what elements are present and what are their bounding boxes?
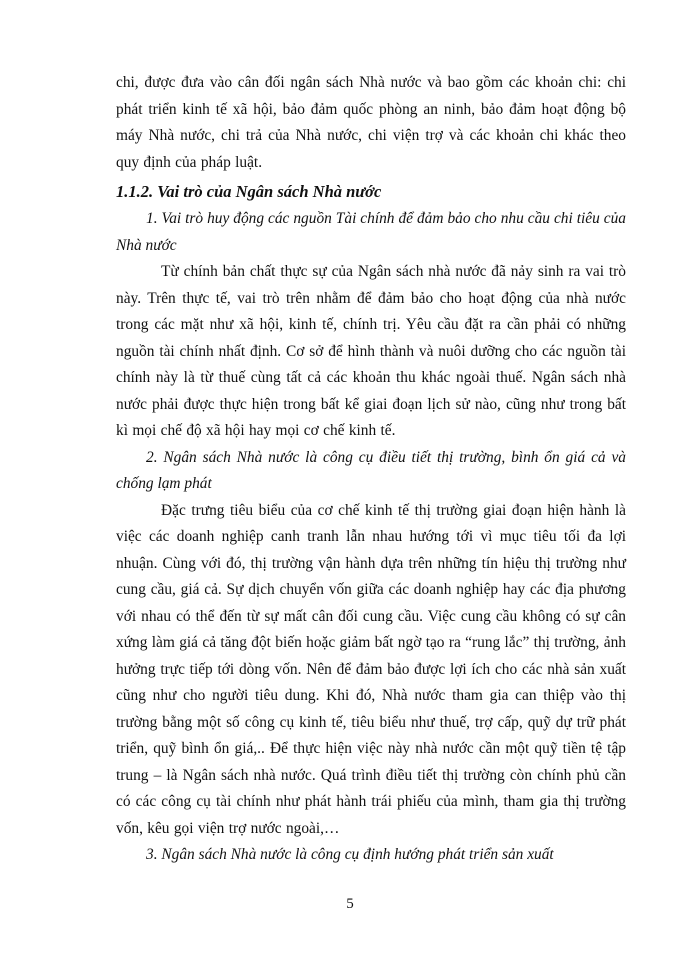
subheading-role-1: 1. Vai trò huy động các nguồn Tài chính để đảm bảo cho nhu cầu chi tiêu của Nhà nước [116, 210, 626, 254]
body-paragraph-continued: chi, được đưa vào cân đối ngân sách Nhà nước và bao gồm các khoản chi: chi phát triển kinh tế xã hội, bảo đảm quốc phòng an ninh, bảo đảm hoạt động bộ máy Nhà nước, chi trả của Nhà nước, chi viện trợ và các khoản chi khác theo quy định của pháp luật. [116, 74, 626, 171]
body-paragraph-role-1: Từ chính bản chất thực sự của Ngân sách nhà nước đã nảy sinh ra vai trò này. Trên thực tế, vai trò trên nhằm để đảm bảo cho hoạt động của nhà nước trong các mặt như xã hội, kinh tế, chính trị. Yêu cầu đặt ra cần phải có những nguồn tài chính nhất định. Cơ sở để hình thành và nuôi dưỡng cho các nguồn tài chính này là từ thuế cùng tất cả các khoản thu khác ngoài thuế. Ngân sách nhà nước phải được thực hiện trong bất kể giai đoạn lịch sử nào, cũng như trong bất kì mọi chế độ xã hội hay mọi cơ chế kinh tế. [116, 263, 626, 439]
subheading-role-3: 3. Ngân sách Nhà nước là công cụ định hướng phát triển sản xuất [146, 846, 554, 863]
subheading-role-2: 2. Ngân sách Nhà nước là công cụ điều tiết thị trường, bình ổn giá cả và chống lạm phát [116, 448, 626, 492]
document-page [116, 70, 626, 869]
section-heading: 1.1.2. Vai trò của Ngân sách Nhà nước [116, 182, 382, 201]
page-number: 5 [346, 896, 354, 912]
body-paragraph-role-2: Đặc trưng tiêu biểu của cơ chế kinh tế thị trường giai đoạn hiện hành là việc các doanh nghiệp canh tranh lẫn nhau hướng tới vì mục tiêu tối đa lợi nhuận. Cùng với đó, thị trường vận hành dựa trên những tín hiệu thị trường như cung cầu, giá cả. Sự dịch chuyển vốn giữa các doanh nghiệp hay các địa phương với nhau có thể đến từ sự mất cân đối cung cầu. Việc cung cầu không có sự cân xứng làm giá cả tăng đột biến hoặc giảm bất ngờ tạo ra “rung lắc” thị trường, ảnh hưởng trực tiếp tới dòng vốn. Nên để đảm bảo được lợi ích cho các nhà sản xuất cũng như cho người tiêu dung. Khi đó, Nhà nước tham gia can thiệp vào thị trường bằng một số công cụ kinh tế, tiêu biểu như thuế, trợ cấp, quỹ dự trữ phát triển, quỹ bình ổn giá,.. Để thực hiện việc này nhà nước cần một quỹ tiền tệ tập trung – là Ngân sách nhà nước. Quá trình điều tiết thị trường còn chính phủ cần có các công cụ tài chính như phát hành trái phiếu của mình, tham gia thị trường vốn, kêu gọi viện trợ nước ngoài,… [116, 501, 626, 837]
